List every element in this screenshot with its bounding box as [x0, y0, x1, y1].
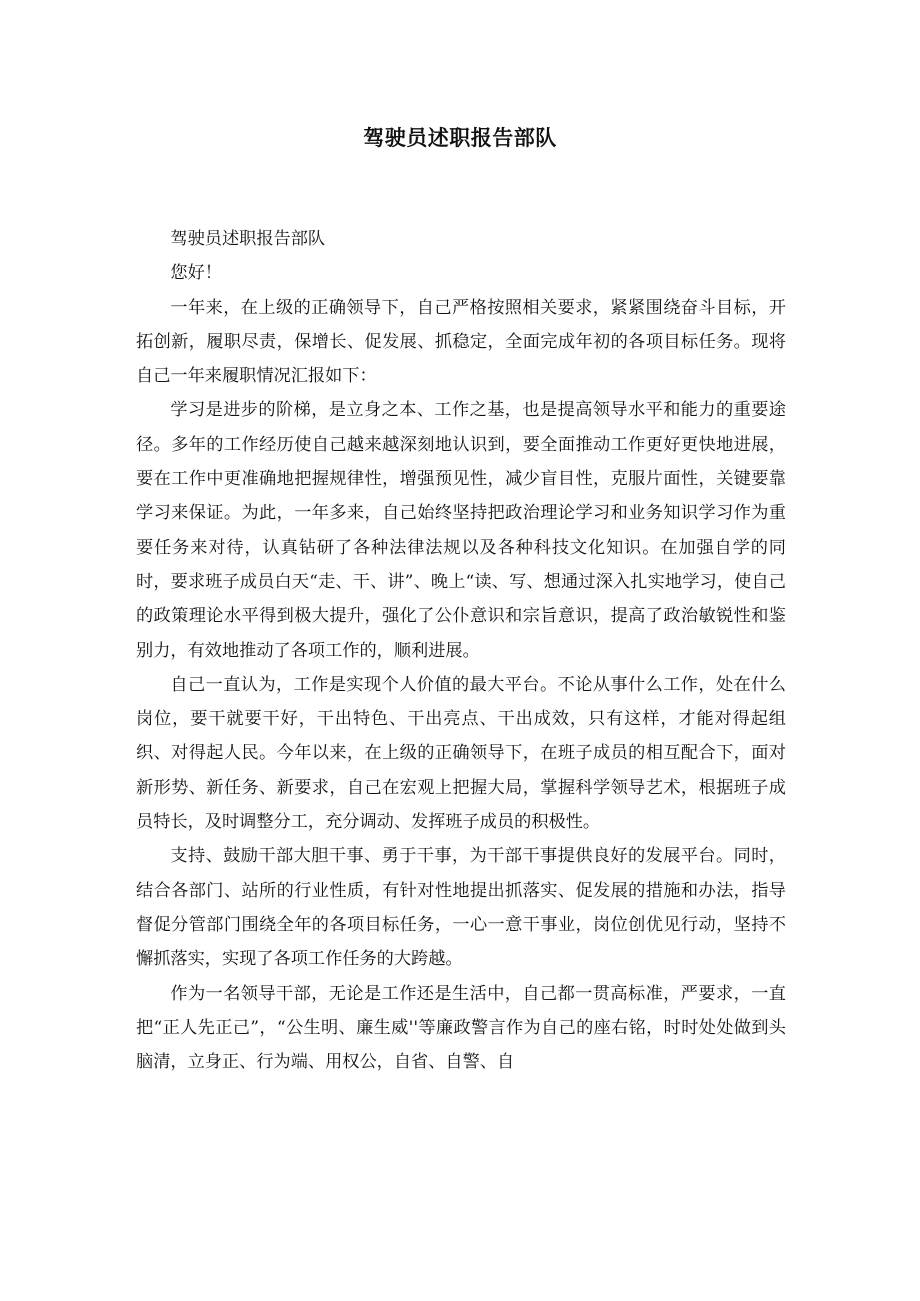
body-paragraph-greeting: 您好！: [170, 263, 222, 284]
body-paragraph-heading: 驾驶员述职报告部队: [170, 229, 326, 249]
document-body: [136, 222, 786, 1079]
body-paragraph: 支持、鼓励干部大胆干事、勇于干事，为干部干事提供良好的发展平台。同时，结合各部门、站所的行业性质，有针对性地提出抓落实、促发展的措施和办法，指导督促分管部门围绕全年的各项目标任务，一心一意干事业，岗位创优见行动，坚持不懈抓落实，实现了各项工作任务的大跨越。: [136, 846, 786, 970]
body-paragraph: 学习是进步的阶梯，是立身之本、工作之基，也是提高领导水平和能力的重要途径。多年的工作经历使自己越来越深刻地认识到，要全面推动工作更好更快地进展，要在工作中更准确地把握规律性，增强预见性，减少盲目性，克服片面性，关键要靠学习来保证。为此，一年多来，自己始终坚持把政治理论学习和业务知识学习作为重要任务来对待，认真钻研了各种法律法规以及各种科技文化知识。在加强自学的同时，要求班子成员白天“走、干、讲”、晚上“读、写、想通过深入扎实地学习，使自己的政策理论水平得到极大提升，强化了公仆意识和宗旨意识，提高了政治敏锐性和鉴别力，有效地推动了各项工作的，顺利进展。: [136, 400, 786, 661]
body-paragraph: 一年来，在上级的正确领导下，自己严格按照相关要求，紧紧围绕奋斗目标，开拓创新，履职尽责，保增长、促发展、抓稳定，全面完成年初的各项目标任务。现将自己一年来履职情况汇报如下：: [136, 297, 786, 387]
document-title: 驾驶员述职报告部队: [363, 126, 557, 150]
body-paragraph: 自己一直认为，工作是实现个人价值的最大平台。不论从事什么工作，处在什么岗位，要干就要干好，干出特色、干出亮点、干出成效，只有这样，才能对得起组织、对得起人民。今年以来，在上级的正确领导下，在班子成员的相互配合下，面对新形势、新任务、新要求，自己在宏观上把握大局，掌握科学领导艺术，根据班子成员特长，及时调整分工，充分调动、发挥班子成员的积极性。: [136, 674, 786, 833]
body-paragraph: 作为一名领导干部，无论是工作还是生活中，自己都一贯高标准，严要求，一直把“正人先正己”，“公生明、廉生威''等廉政警言作为自己的座右铭，时时处处做到头脑清，立身正、行为端、用权公，自省、自警、自: [136, 983, 786, 1073]
